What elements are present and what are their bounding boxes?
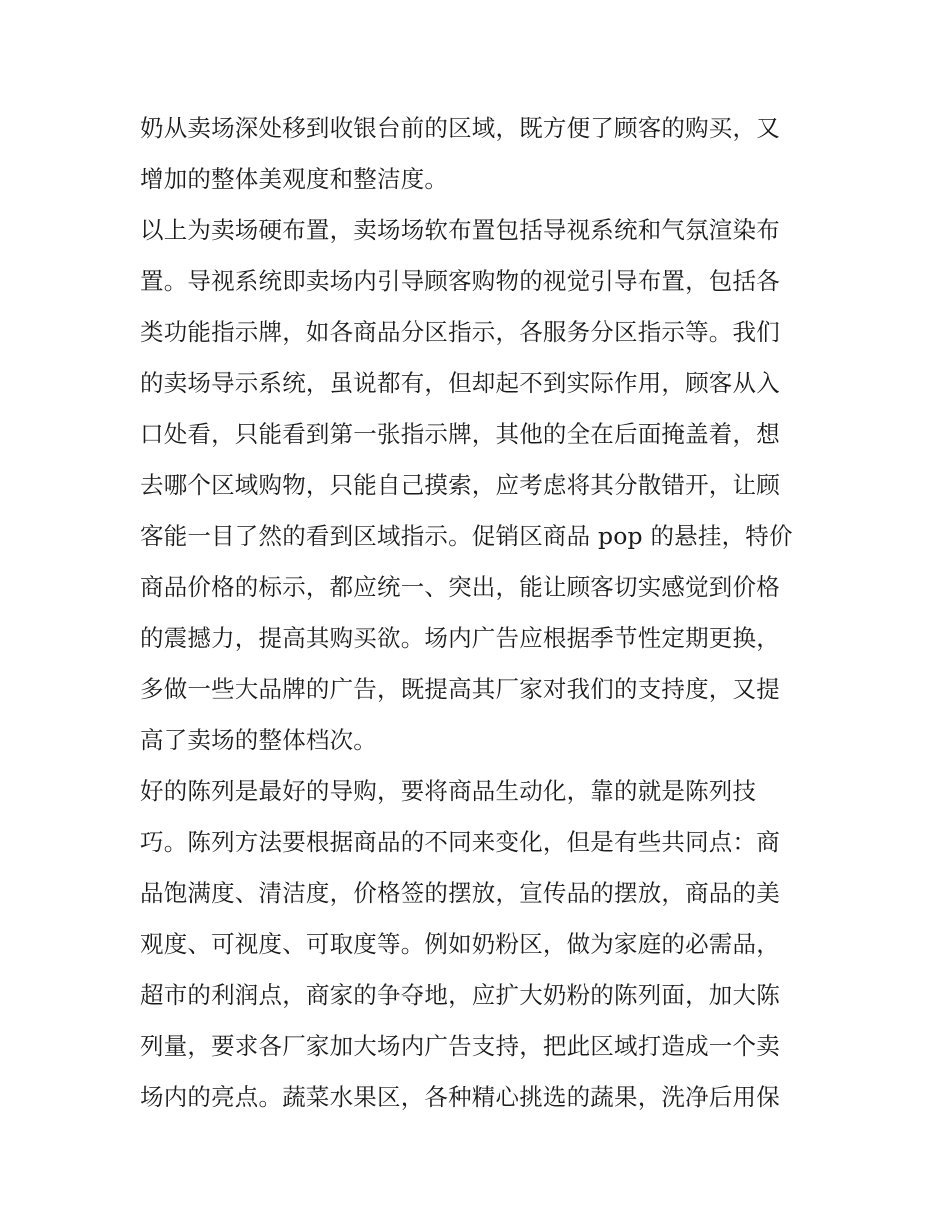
text-line: 超市的利润点，商家的争夺地，应扩大奶粉的陈列面，加大陈 <box>140 981 780 1009</box>
text-line: 的卖场导示系统，虽说都有，但却起不到实际作用，顾客从入 <box>140 369 780 397</box>
text-line: 多做一些大品牌的广告，既提高其厂家对我们的支持度，又提 <box>140 675 780 703</box>
text-line: 观度、可视度、可取度等。例如奶粉区，做为家庭的必需品， <box>140 930 780 958</box>
text-line: 以上为卖场硬布置，卖场场软布置包括导视系统和气氛渲染布 <box>140 216 780 244</box>
text-line: 置。导视系统即卖场内引导顾客购物的视觉引导布置，包括各 <box>140 267 780 295</box>
text-line: 奶从卖场深处移到收银台前的区域，既方便了顾客的购买，又 <box>140 114 780 142</box>
text-line: 列量，要求各厂家加大场内广告支持，把此区域打造成一个卖 <box>140 1032 780 1060</box>
text-line: 商品价格的标示，都应统一、突出，能让顾客切实感觉到价格 <box>140 573 780 601</box>
text-line: 好的陈列是最好的导购，要将商品生动化，靠的就是陈列技 <box>140 777 757 805</box>
text-line: 增加的整体美观度和整洁度。 <box>140 165 449 193</box>
text-line: 巧。陈列方法要根据商品的不同来变化，但是有些共同点：商 <box>140 828 780 856</box>
text-line: 类功能指示牌，如各商品分区指示，各服务分区指示等。我们 <box>140 318 780 346</box>
text-line: 场内的亮点。蔬菜水果区，各种精心挑选的蔬果，洗净后用保 <box>140 1083 780 1111</box>
text-line: 的震撼力，提高其购买欲。场内广告应根据季节性定期更换， <box>140 624 780 652</box>
text-line: 高了卖场的整体档次。 <box>140 726 377 754</box>
text-line: 品饱满度、清洁度，价格签的摆放，宣传品的摆放，商品的美 <box>140 879 780 907</box>
text-line: 口处看，只能看到第一张指示牌，其他的全在后面掩盖着，想 <box>140 420 780 448</box>
text-line: 客能一目了然的看到区域指示。促销区商品 pop 的悬挂，特价 <box>140 522 793 550</box>
text-line: 去哪个区域购物，只能自己摸索，应考虑将其分散错开，让顾 <box>140 471 780 499</box>
